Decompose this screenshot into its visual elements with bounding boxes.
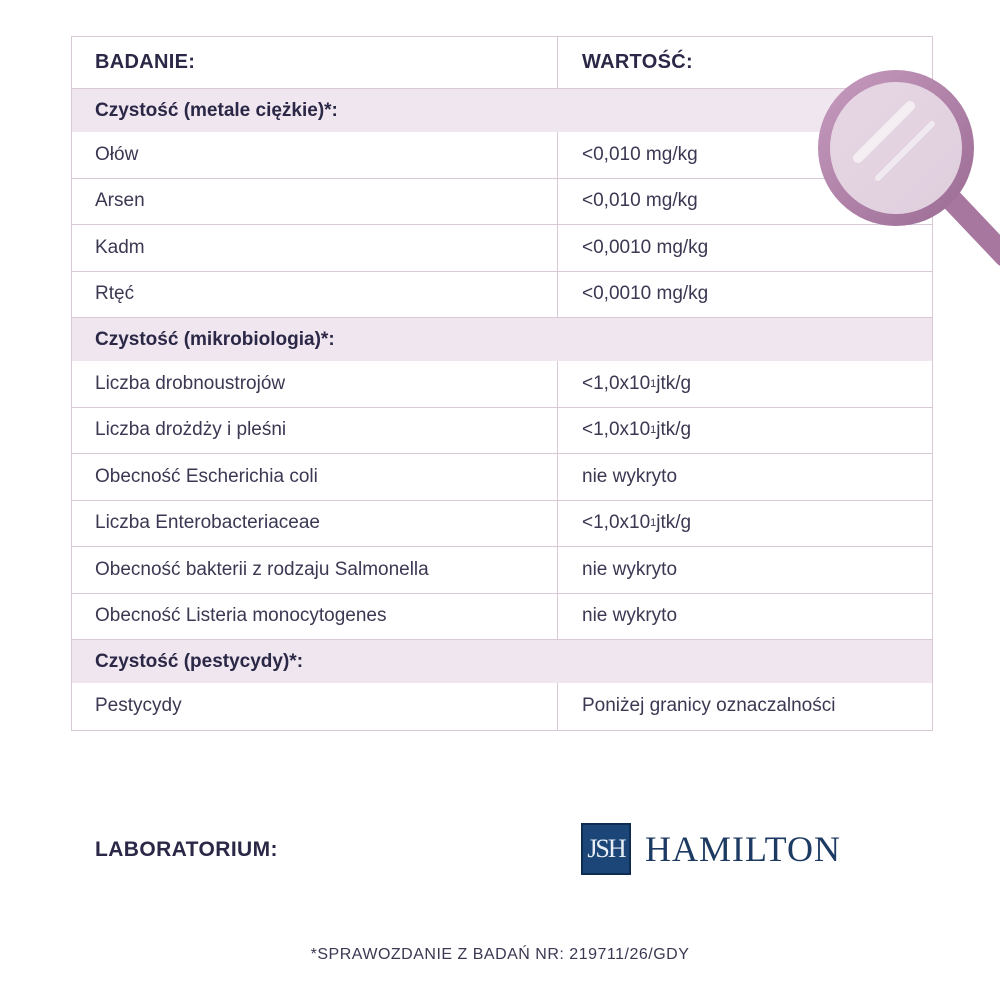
test-name: Rtęć [72,272,558,318]
value-unit: jtk/g [656,512,692,534]
column-header-test: BADANIE: [72,37,558,88]
test-value: <1,0x10 1 jtk/g [582,512,692,534]
table-row [72,594,932,641]
table-row [72,272,932,319]
test-name: Kadm [72,225,558,271]
test-value: <1,0x10 1 jtk/g [582,419,692,441]
test-name: Obecność Listeria monocytogenes [72,594,558,640]
test-value: <0,010 mg/kg [582,190,698,212]
test-value: <1,0x10 1 jtk/g [582,372,692,394]
section-pesticides [72,640,932,683]
test-name: Arsen [72,179,558,225]
laboratory-label: LABORATORIUM: [95,838,278,861]
table-row [72,683,932,730]
hamilton-logo-name: HAMILTON [645,829,842,869]
table-row [72,454,932,501]
hamilton-logo-mark: JSH [581,823,631,875]
section-title: Czystość (mikrobiologia)*: [95,328,335,350]
test-value: <0,0010 mg/kg [582,236,709,258]
test-value: <0,010 mg/kg [582,143,698,165]
table-row [72,501,932,548]
report-footnote: *SPRAWOZDANIE Z BADAŃ NR: 219711/26/GDY [310,946,690,963]
hamilton-logo [581,823,841,875]
value-base: <1,0x10 [582,512,651,534]
test-name: Obecność bakterii z rodzaju Salmonella [72,547,558,593]
section-microbiology [72,318,932,361]
test-value: nie wykryto [582,558,678,580]
test-value: <0,0010 mg/kg [582,283,709,305]
table-row [72,408,932,455]
test-name: Liczba drobnoustrojów [72,361,558,407]
test-name: Liczba Enterobacteriaceae [72,501,558,547]
table-row [72,547,932,594]
test-name: Liczba drożdży i pleśni [72,408,558,454]
value-base: <1,0x10 [582,372,651,394]
test-value: nie wykryto [582,605,678,627]
test-name: Obecność Escherichia coli [72,454,558,500]
table-row [72,361,932,408]
magnifying-glass-icon [800,58,1000,268]
test-value: Poniżej granicy oznaczalności [582,695,836,717]
value-unit: jtk/g [656,419,692,441]
test-value: nie wykryto [582,465,678,487]
value-unit: jtk/g [656,372,692,394]
section-title: Czystość (pestycydy)*: [95,650,304,672]
test-name: Ołów [72,132,558,178]
value-base: <1,0x10 [582,419,651,441]
test-name: Pestycydy [72,683,558,730]
column-header-value: WARTOŚĆ: [582,51,693,73]
section-title: Czystość (metale ciężkie)*: [95,99,338,121]
